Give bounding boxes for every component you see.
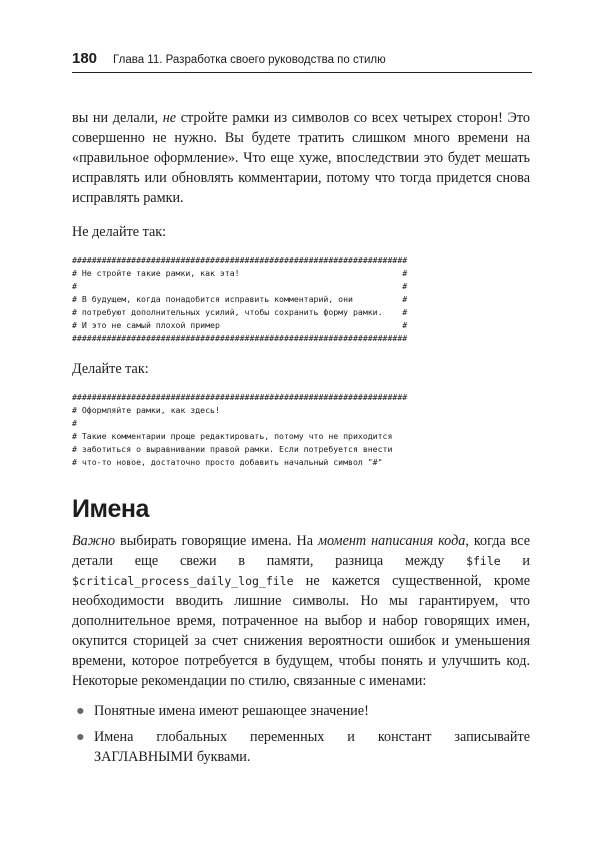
bullet-icon: ●	[76, 729, 85, 745]
chapter-title: Глава 11. Разработка своего руководства по стилю	[113, 54, 386, 66]
list-item-text: Имена глобальных переменных и констант записывайте ЗАГЛАВНЫМИ буквами.	[94, 729, 530, 765]
intro-emphasis: не	[162, 110, 177, 126]
names-text-4: не кажется существенной, кроме необходимости вводить лишние символы. Но мы гарантируем, что дополнительное время, потраченное на выбор и набор говорящих имен, окупится сторицей за счет снижения вероятности ошибок и уменьшения времени, которое потребуется в будущем, чтобы понять и улучшить код. Некоторые рекомендации по стилю, связанные с именами:	[72, 573, 530, 689]
page-body	[72, 108, 530, 773]
recommendations-list	[72, 701, 530, 767]
names-text-3: и	[500, 553, 531, 569]
good-example-label: Делайте так:	[72, 361, 149, 377]
names-emphasis-2: момент написания кода	[317, 533, 466, 549]
bullet-icon: ●	[76, 703, 85, 719]
intro-text-1: вы ни делали,	[72, 110, 163, 126]
bad-example-code: #################################################################### # Не стройте такие рамки, как эта! # # # # В будущем, когда понадобится исправить комментарий, они # # потребуют дополнительных усилий, чтобы сохранить форму рамки. # # И это не самый плохой пример # ####################################################################	[72, 255, 408, 343]
names-text-1: выбирать говорящие имена. На	[115, 533, 318, 549]
code-file-var: $file	[466, 554, 501, 568]
list-item	[72, 727, 530, 767]
good-example-code: #################################################################### # Оформляйте рамки, как здесь! # # Такие комментарии проще редактировать, потому что не приходится # заботиться о выравнивании правой рамки. Если потребуется внести # что-то новое, достаточно просто добавить начальный символ "#"	[72, 392, 408, 467]
names-emphasis-1: Важно	[72, 533, 116, 549]
running-header	[72, 50, 532, 73]
code-long-var: $critical_process_daily_log_file	[72, 574, 294, 588]
list-item	[72, 701, 530, 721]
intro-paragraph	[72, 108, 530, 208]
names-text-2: , когда все детали еще свежи в памяти, разница между	[72, 533, 531, 569]
section-heading: Имена	[72, 495, 149, 523]
intro-text-2: стройте рамки из символов со всех четырех сторон! Это совершенно не нужно. Вы будете тратить слишком много времени на «правильное оформление». Что еще хуже, впоследствии это будет мешать исправлять или обновлять комментарии, потому что тогда придется снова исправлять рамки.	[72, 110, 530, 206]
list-item-text: Понятные имена имеют решающее значение!	[94, 703, 369, 719]
bad-example-label: Не делайте так:	[72, 224, 167, 240]
names-paragraph	[72, 531, 530, 691]
page-number: 180	[72, 50, 98, 67]
